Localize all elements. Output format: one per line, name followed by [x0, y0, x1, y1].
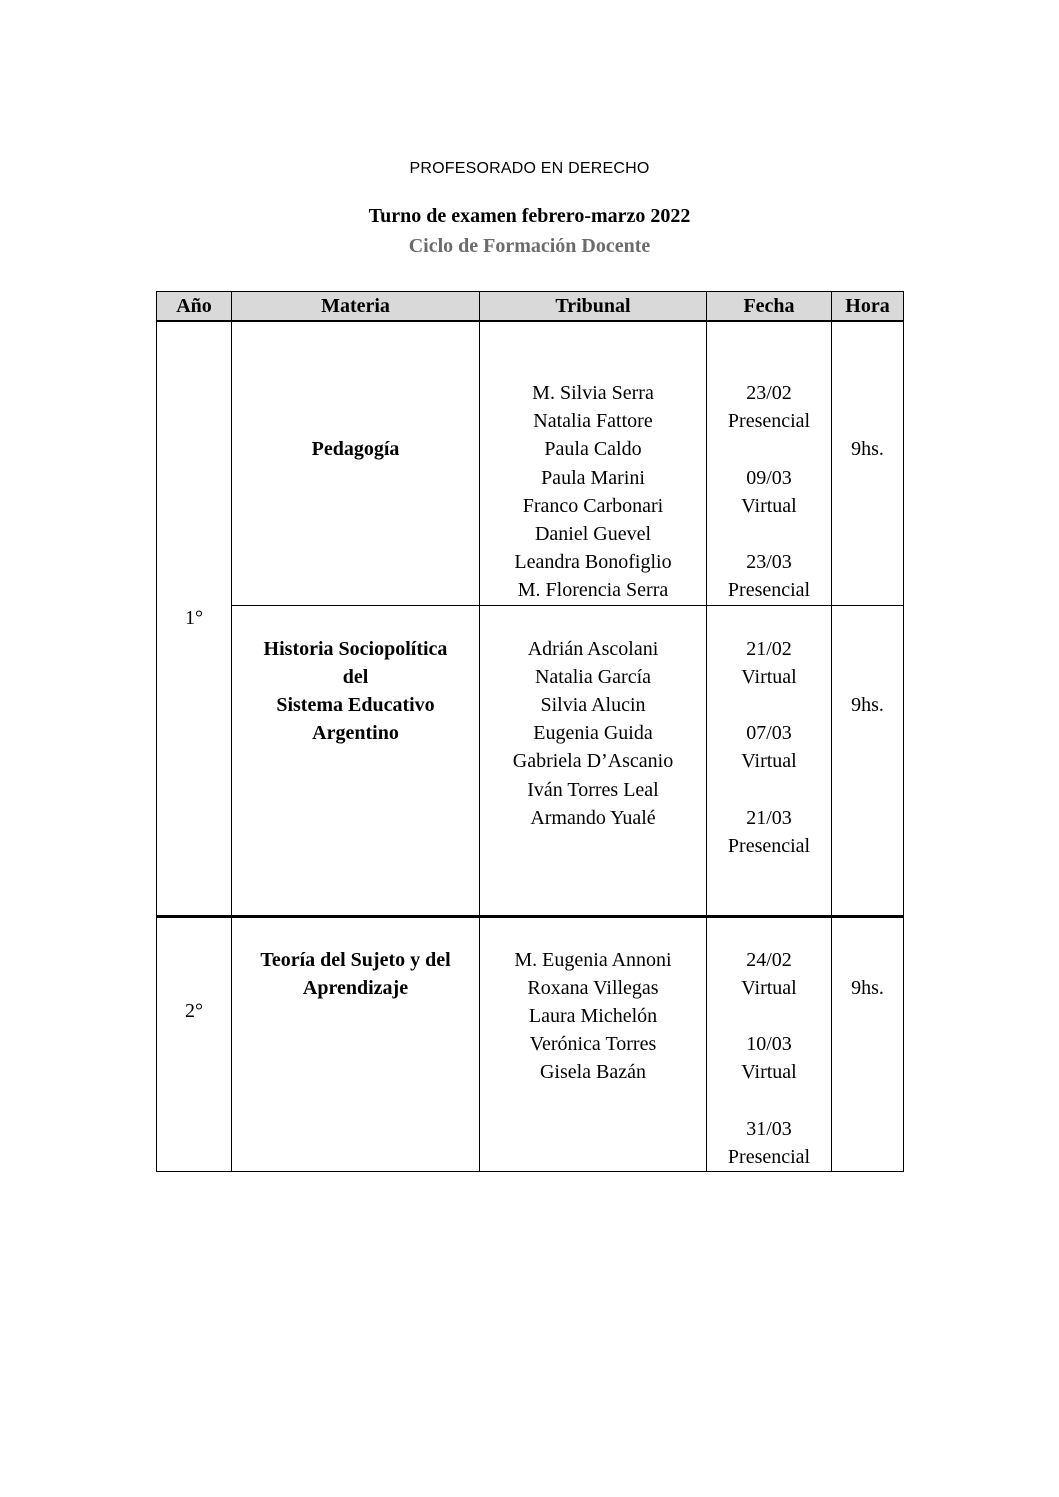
tribunal-member: Verónica Torres [529, 1033, 657, 1056]
tribunal-member: Leandra Bonofiglio [514, 551, 672, 574]
tribunal-member: Gisela Bazán [539, 1061, 647, 1084]
table-header-row [157, 292, 904, 322]
time-value: 9hs. [851, 438, 884, 460]
date-line: Virtual [741, 750, 797, 773]
tribunal-member: Laura Michelón [528, 1005, 658, 1028]
column-header-fecha: Fecha [707, 292, 832, 322]
year-cell [157, 916, 232, 1172]
tribunal-member: Eugenia Guida [533, 722, 653, 745]
date-cell [707, 605, 832, 916]
tribunal-member: Roxana Villegas [527, 976, 659, 999]
tribunal-member: Franco Carbonari [522, 494, 664, 517]
subject-line: Teoría del Sujeto y del [260, 948, 451, 971]
time-cell [832, 605, 904, 916]
date-line: 09/03 [746, 466, 792, 489]
subject-cell [232, 605, 480, 916]
year-cell [157, 321, 232, 916]
date-line: Virtual [741, 665, 797, 688]
date-line: 21/03 [746, 806, 792, 829]
tribunal-member: Paula Caldo [544, 438, 642, 461]
tribunal-member: M. Florencia Serra [517, 579, 669, 602]
date-line: Presencial [727, 579, 811, 602]
date-line [707, 1087, 831, 1115]
tribunal-cell [480, 916, 707, 1172]
date-line [707, 691, 831, 719]
table-row [157, 916, 904, 1172]
tribunal-member: Natalia García [534, 665, 652, 688]
tribunal-member: M. Eugenia Annoni [514, 948, 672, 971]
cycle-subtitle: Ciclo de Formación Docente [408, 235, 651, 257]
time-cell [832, 916, 904, 1172]
date-line [707, 435, 831, 463]
time-value: 9hs. [851, 693, 884, 716]
date-line: 31/03 [746, 1117, 792, 1140]
year-value: 2° [185, 999, 203, 1022]
tribunal-cell [480, 321, 707, 605]
tribunal-member: Adrián Ascolani [527, 637, 659, 660]
tribunal-member: Gabriela D’Ascanio [512, 750, 674, 773]
subject-line: Historia Sociopolítica [263, 637, 448, 660]
program-title: PROFESORADO EN DERECHO [409, 160, 650, 177]
date-line: 10/03 [746, 1033, 792, 1056]
date-line: 23/03 [746, 551, 792, 574]
table-row [157, 321, 904, 605]
time-cell [832, 321, 904, 605]
date-line [707, 520, 831, 548]
date-line: Virtual [741, 1061, 797, 1084]
date-line: Presencial [727, 410, 811, 433]
column-header-materia: Materia [232, 292, 480, 322]
date-line: Presencial [727, 835, 811, 858]
time-value: 9hs. [851, 976, 884, 999]
subject-line: Pedagogía [311, 438, 400, 460]
exam-period-title: Turno de examen febrero-marzo 2022 [368, 205, 691, 227]
date-line: Presencial [727, 1146, 811, 1169]
subject-line: Aprendizaje [302, 976, 409, 999]
date-line: Virtual [741, 494, 797, 517]
tribunal-member: Paula Marini [541, 466, 645, 489]
tribunal-member: Iván Torres Leal [527, 778, 659, 801]
column-header-hora: Hora [832, 292, 904, 322]
date-line: 07/03 [746, 722, 792, 745]
tribunal-cell [480, 605, 707, 916]
tribunal-member: Natalia Fattore [533, 410, 653, 433]
subject-line: del [342, 665, 369, 688]
tribunal-member: Armando Yualé [530, 806, 656, 829]
subject-cell [232, 321, 480, 605]
subject-line: Sistema Educativo [276, 694, 435, 717]
date-line [707, 1002, 831, 1030]
column-header-anio: Año [157, 292, 232, 322]
tribunal-member: M. Silvia Serra [532, 382, 654, 404]
tribunal-member: Daniel Guevel [534, 523, 652, 546]
year-value: 1° [185, 606, 203, 629]
subject-cell [232, 916, 480, 1172]
date-cell [707, 321, 832, 605]
date-line: 21/02 [746, 637, 792, 660]
date-line: Virtual [741, 976, 797, 999]
table-row [157, 605, 904, 916]
subject-line: Argentino [312, 722, 399, 745]
column-header-tribunal: Tribunal [480, 292, 707, 322]
exam-schedule-table [156, 291, 904, 1172]
date-cell [707, 916, 832, 1172]
date-line: 23/02 [746, 382, 792, 404]
date-line [707, 776, 831, 804]
date-line: 24/02 [746, 948, 792, 971]
tribunal-member: Silvia Alucin [540, 694, 646, 717]
